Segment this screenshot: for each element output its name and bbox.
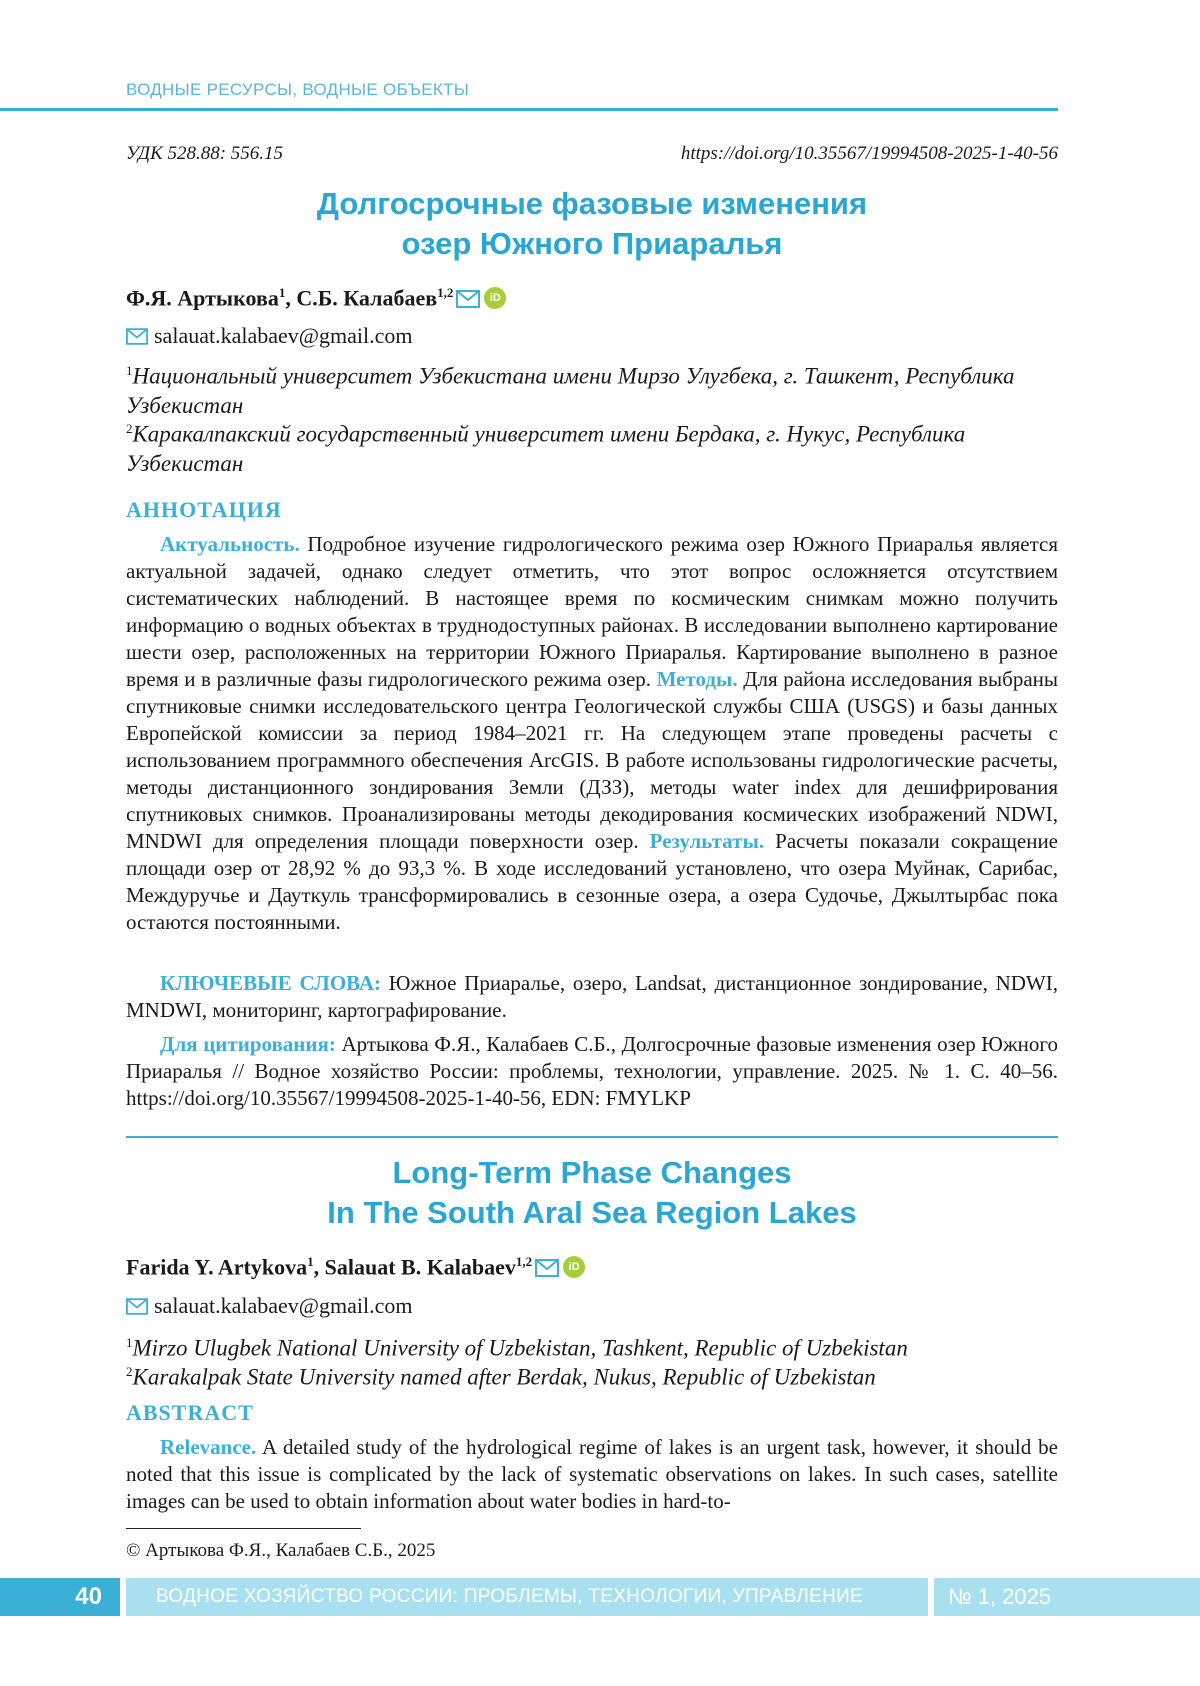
envelope-icon <box>126 325 148 351</box>
affiliation-ru-1 <box>126 356 1056 420</box>
footnote-rule <box>126 1528 361 1529</box>
abstract-heading-ru: АННОТАЦИЯ <box>126 497 282 522</box>
email-en <box>126 1293 413 1321</box>
results-text-ru: Расчеты показали сокращение площади озер от 28,92 % до 93,3 %. В ходе исследований установлено, что озера Муйнак, Сарибас, Междуручье и Дауткуль трансформировались в сезонные озера, а озера Судочье, Джылтырбас пока остаются постоянными. <box>126 829 1058 934</box>
orcid-icon[interactable]: iD <box>484 287 506 309</box>
authors-ru-separator: , <box>285 285 297 311</box>
affil-ru-1-text: Национальный университет Узбекистана имени Мирзо Улугбека, г. Ташкент, Республика Узбекистан <box>126 363 1015 418</box>
issue-number: № 1, 2025 <box>934 1578 1200 1616</box>
relevance-text-ru: Подробное изучение гидрологического режима озер Южного Приаралья является актуальной задачей, однако следует отметить, что этот вопрос осложняется отсутствием систематических наблюдений. В настоящее время по космическим снимкам можно получить информацию о водных объектах в труднодоступных районах. В исследовании выполнено картирование шести озер, расположенных на территории Южного Приаралья. Картирование выполнено в разное время и в различные фазы гидрологического режима озер. <box>126 532 1058 691</box>
journal-name: ВОДНОЕ ХОЗЯЙСТВО РОССИИ: ПРОБЛЕМЫ, ТЕХНОЛОГИИ, УПРАВЛЕНИЕ <box>126 1578 928 1616</box>
orcid-icon[interactable]: iD <box>563 1256 585 1278</box>
keywords-label-ru: КЛЮЧЕВЫЕ СЛОВА: <box>160 971 382 995</box>
email-ru-address[interactable]: salauat.kalabaev@gmail.com <box>154 323 413 348</box>
author2-en-sup: 1,2 <box>515 1254 533 1269</box>
authors-en-separator: , <box>313 1254 325 1280</box>
title-ru-line2: озер Южного Приаралья <box>401 226 783 261</box>
envelope-icon <box>126 1295 148 1321</box>
title-en-line1: Long-Term Phase Changes <box>392 1155 792 1190</box>
cite-label-ru: Для цитирования: <box>160 1032 336 1056</box>
doi-link[interactable]: https://doi.org/10.35567/19994508-2025-1-40-56 <box>680 143 1058 164</box>
abstract-ru <box>126 531 1058 936</box>
relevance-label-en: Relevance. <box>160 1435 257 1459</box>
relevance-label-ru: Актуальность. <box>160 532 300 556</box>
copyright-note: © Артыкова Ф.Я., Калабаев С.Б., 2025 <box>126 1540 436 1561</box>
affiliation-en-2 <box>126 1357 1056 1392</box>
author2-ru: С.Б. Калабаев <box>296 285 438 311</box>
affil-en-1-text: Mirzo Ulugbek National University of Uzbekistan, Tashkent, Republic of Uzbekistan <box>132 1335 908 1361</box>
affil-en-2-num: 2 <box>126 1364 133 1379</box>
results-label-ru: Результаты. <box>649 829 765 853</box>
author1-en: Farida Y. Artykova <box>126 1254 308 1280</box>
affil-ru-1-num: 1 <box>126 363 133 378</box>
affil-en-2-text: Karakalpak State University named after Berdak, Nukus, Republic of Uzbekistan <box>132 1364 876 1390</box>
udk-code: УДК 528.88: 556.15 <box>126 143 284 164</box>
email-en-address[interactable]: salauat.kalabaev@gmail.com <box>154 1293 413 1318</box>
author1-ru: Ф.Я. Артыкова <box>126 285 279 311</box>
envelope-icon[interactable] <box>456 288 480 314</box>
title-ru-line1: Долгосрочные фазовые изменения <box>316 186 868 221</box>
abstract-en <box>126 1434 1058 1515</box>
author2-en: Salauat B. Kalabaev <box>324 1254 516 1280</box>
page-number: 40 <box>0 1578 120 1616</box>
affil-en-1-num: 1 <box>126 1335 133 1350</box>
section-header: ВОДНЫЕ РЕСУРСЫ, ВОДНЫЕ ОБЪЕКТЫ <box>126 80 470 99</box>
title-en-line2: In The South Aral Sea Region Lakes <box>327 1195 857 1230</box>
author1-ru-sup: 1 <box>278 285 286 300</box>
author1-en-sup: 1 <box>307 1254 314 1269</box>
affil-ru-2-num: 2 <box>126 421 133 436</box>
section-divider <box>126 1136 1058 1138</box>
author2-ru-sup: 1,2 <box>437 285 454 300</box>
envelope-icon[interactable] <box>535 1257 559 1283</box>
citation-ru <box>126 1031 1058 1112</box>
authors-ru <box>126 285 506 314</box>
keywords-text-ru: Южное Приаралье, озеро, Landsat, дистанционное зондирование, NDWI, MNDWI, мониторинг, картографирование. <box>126 971 1058 1022</box>
methods-label-ru: Методы. <box>656 667 738 691</box>
authors-en <box>126 1254 585 1283</box>
cite-text-ru: Артыкова Ф.Я., Калабаев С.Б., Долгосрочные фазовые изменения озер Южного Приаралья // Водное хозяйство России: проблемы, технологии, управление. 2025. № 1. С. 40–56. https://doi.org/10.35567/19994508-2025-1-40-56, EDN: FMYLKP <box>126 1032 1058 1110</box>
methods-text-ru: Для района исследования выбраны спутниковые снимки исследовательского центра Геологической службы США (USGS) и базы данных Европейской комиссии за период 1984–2021 гг. На следующем этапе проведены расчеты с использованием программного обеспечения ArcGIS. В работе использованы гидрологические расчеты, методы дистанционного зондирования Земли (ДЗЗ), методы water index для дешифрирования спутниковых снимков. Проанализированы методы декодирования космических изображений NDWI, MNDWI для определения площади поверхности озер. <box>126 667 1058 853</box>
header-rule <box>0 108 1058 111</box>
email-ru <box>126 323 413 351</box>
affil-ru-2-text: Каракалпакский государственный университет имени Бердака, г. Нукус, Республика Узбекистан <box>126 421 966 476</box>
affiliation-ru-2 <box>126 414 1056 478</box>
article-title-en <box>126 1153 1058 1233</box>
keywords-ru <box>126 970 1058 1024</box>
relevance-text-en: A detailed study of the hydrological regime of lakes is an urgent task, however, it should be noted that this issue is complicated by the lack of systematic observations on lakes. In such cases, satellite images can be used to obtain information about water bodies in hard-to- <box>126 1435 1058 1513</box>
abstract-heading-en: ABSTRACT <box>126 1400 254 1425</box>
article-title-ru <box>126 184 1058 264</box>
